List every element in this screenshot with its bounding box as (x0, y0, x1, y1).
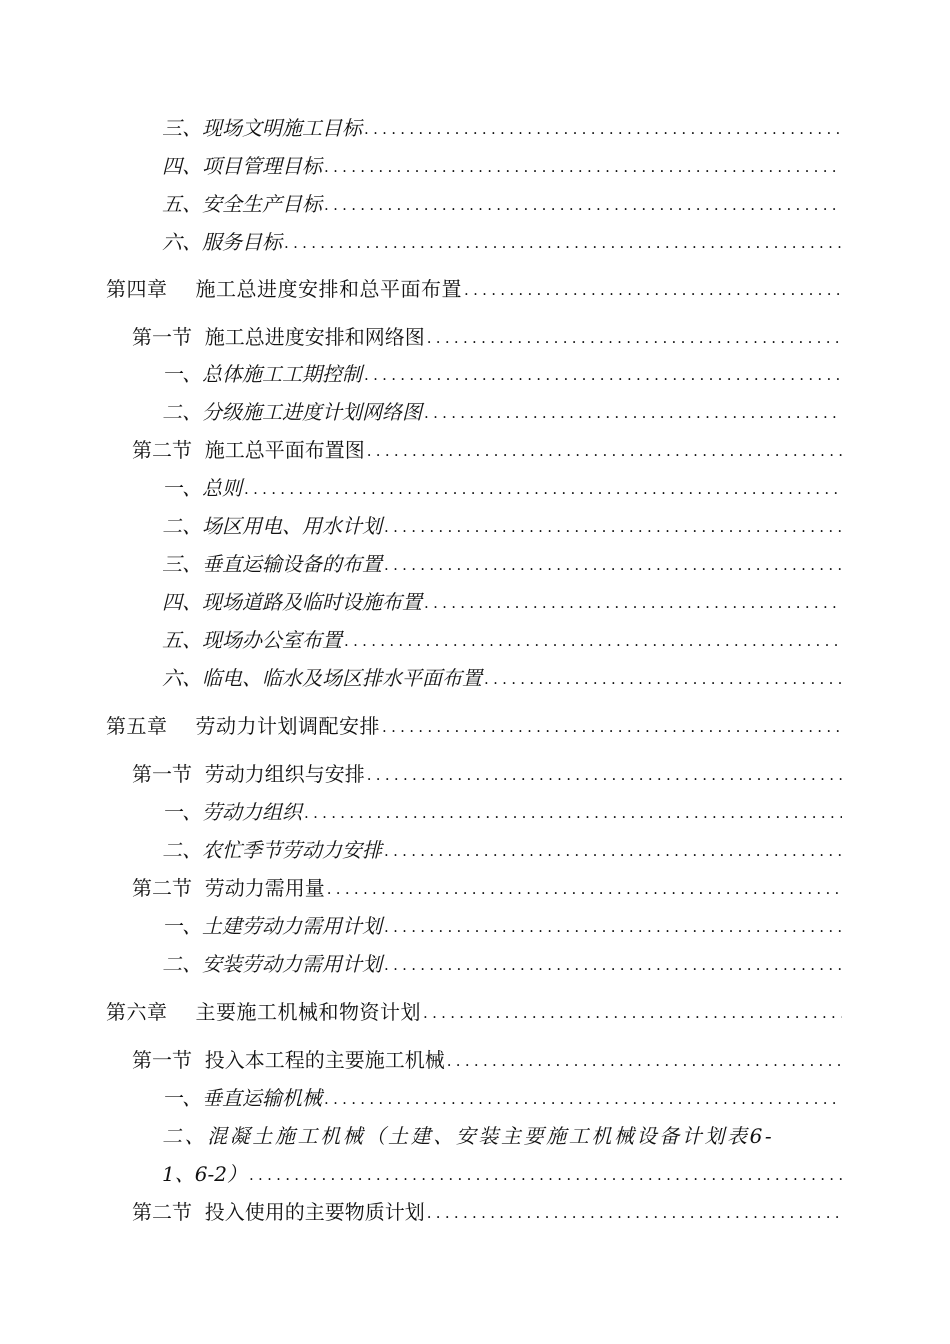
toc-entry-text: 五、现场办公室布置 (162, 627, 342, 652)
toc-section-text: 第二节 投入使用的主要物质计划 (132, 1199, 425, 1224)
toc-entry-text: 二、场区用电、用水计划 (162, 513, 382, 538)
toc-chapter-entry[interactable] (106, 272, 842, 302)
toc-entry-text: 四、现场道路及临时设施布置 (162, 589, 422, 614)
toc-entry-text: 二、农忙季节劳动力安排 (162, 837, 382, 862)
toc-chapter-text (106, 273, 462, 302)
toc-leader-dots (424, 404, 842, 422)
toc-entry[interactable] (162, 509, 842, 539)
toc-entry[interactable] (162, 585, 842, 615)
toc-leader-dots (364, 120, 842, 138)
toc-leader-dots (324, 1090, 842, 1108)
toc-section-text: 第二节 劳动力需用量 (132, 875, 325, 900)
toc-entry[interactable] (162, 225, 842, 255)
toc-leader-dots (423, 1004, 842, 1022)
toc-entry-text: 一、劳动力组织 (162, 799, 302, 824)
toc-entry-text: 五、安全生产目标 (162, 191, 322, 216)
toc-entry[interactable] (162, 909, 842, 939)
toc-entry-text: 1、6-2） (162, 1161, 247, 1186)
toc-entry[interactable] (162, 661, 842, 691)
toc-entry-text: 四、项目管理目标 (162, 153, 322, 178)
toc-entry[interactable] (162, 947, 842, 977)
toc-entry-text: 一、垂直运输机械 (162, 1085, 322, 1110)
toc-section-entry[interactable] (132, 320, 842, 350)
toc-leader-dots (484, 670, 842, 688)
toc-leader-dots (364, 366, 842, 384)
toc-leader-dots (304, 804, 842, 822)
toc-section-entry[interactable] (132, 433, 842, 463)
toc-chapter-text (106, 710, 380, 739)
toc-entry[interactable] (162, 149, 842, 179)
toc-leader-dots (244, 480, 842, 498)
toc-section-text: 第二节 施工总平面布置图 (132, 437, 365, 462)
toc-chapter-title: 主要施工机械和物资计划 (195, 999, 421, 1024)
toc-leader-dots (367, 442, 842, 460)
toc-entry[interactable] (162, 111, 842, 141)
toc-leader-dots (327, 880, 842, 898)
toc-entry-text: 一、总体施工工期控制 (162, 361, 362, 386)
toc-entry[interactable] (162, 471, 842, 501)
toc-leader-dots (324, 158, 842, 176)
toc-section-entry[interactable] (132, 1043, 842, 1073)
toc-entry-continuation[interactable] (162, 1157, 842, 1187)
toc-section-entry[interactable] (132, 757, 842, 787)
toc-entry[interactable] (162, 187, 842, 217)
toc-leader-dots (424, 594, 842, 612)
toc-chapter-number: 第五章 (106, 713, 168, 738)
toc-leader-dots (427, 1204, 842, 1222)
toc-leader-dots (367, 766, 842, 784)
toc-entry[interactable] (162, 357, 842, 387)
toc-section-text: 第一节 施工总进度安排和网络图 (132, 324, 425, 349)
toc-entry-text: 六、临电、临水及场区排水平面布置 (162, 665, 482, 690)
toc-leader-dots (464, 281, 842, 299)
toc-entry[interactable] (162, 833, 842, 863)
toc-entry-text: 二、分级施工进度计划网络图 (162, 399, 422, 424)
toc-chapter-title: 施工总进度安排和总平面布置 (195, 276, 462, 301)
toc-chapter-number: 第六章 (106, 999, 168, 1024)
toc-entry[interactable] (162, 1081, 842, 1111)
toc-section-entry[interactable] (132, 871, 842, 901)
toc-chapter-text (106, 996, 421, 1025)
toc-section-text: 第一节 投入本工程的主要施工机械 (132, 1047, 445, 1072)
toc-leader-dots (382, 718, 842, 736)
toc-chapter-entry[interactable] (106, 995, 842, 1025)
toc-entry-text: 二、混凝土施工机械（土建、安装主要施工机械设备计划表6- (162, 1123, 775, 1148)
toc-entry-text: 三、现场文明施工目标 (162, 115, 362, 140)
toc-leader-dots (384, 956, 842, 974)
toc-entry-text: 二、安装劳动力需用计划 (162, 951, 382, 976)
toc-leader-dots (344, 632, 842, 650)
toc-entry[interactable] (162, 795, 842, 825)
toc-leader-dots (384, 518, 842, 536)
toc-section-text: 第一节 劳动力组织与安排 (132, 761, 365, 786)
toc-leader-dots (324, 196, 842, 214)
toc-entry-wrapped[interactable] (162, 1119, 842, 1149)
toc-leader-dots (249, 1166, 842, 1184)
toc-entry[interactable] (162, 623, 842, 653)
toc-chapter-number: 第四章 (106, 276, 168, 301)
toc-entry[interactable] (162, 547, 842, 577)
toc-leader-dots (384, 842, 842, 860)
toc-leader-dots (384, 556, 842, 574)
toc-entry-text: 三、垂直运输设备的布置 (162, 551, 382, 576)
toc-leader-dots (427, 329, 842, 347)
toc-entry-text: 一、土建劳动力需用计划 (162, 913, 382, 938)
toc-entry-text: 六、服务目标 (162, 229, 282, 254)
toc-leader-dots (384, 918, 842, 936)
toc-chapter-title: 劳动力计划调配安排 (195, 713, 380, 738)
toc-section-entry[interactable] (132, 1195, 842, 1225)
toc-entry[interactable] (162, 395, 842, 425)
toc-leader-dots (284, 234, 842, 252)
toc-leader-dots (447, 1052, 842, 1070)
toc-chapter-entry[interactable] (106, 709, 842, 739)
toc-entry-text: 一、总则 (162, 475, 242, 500)
